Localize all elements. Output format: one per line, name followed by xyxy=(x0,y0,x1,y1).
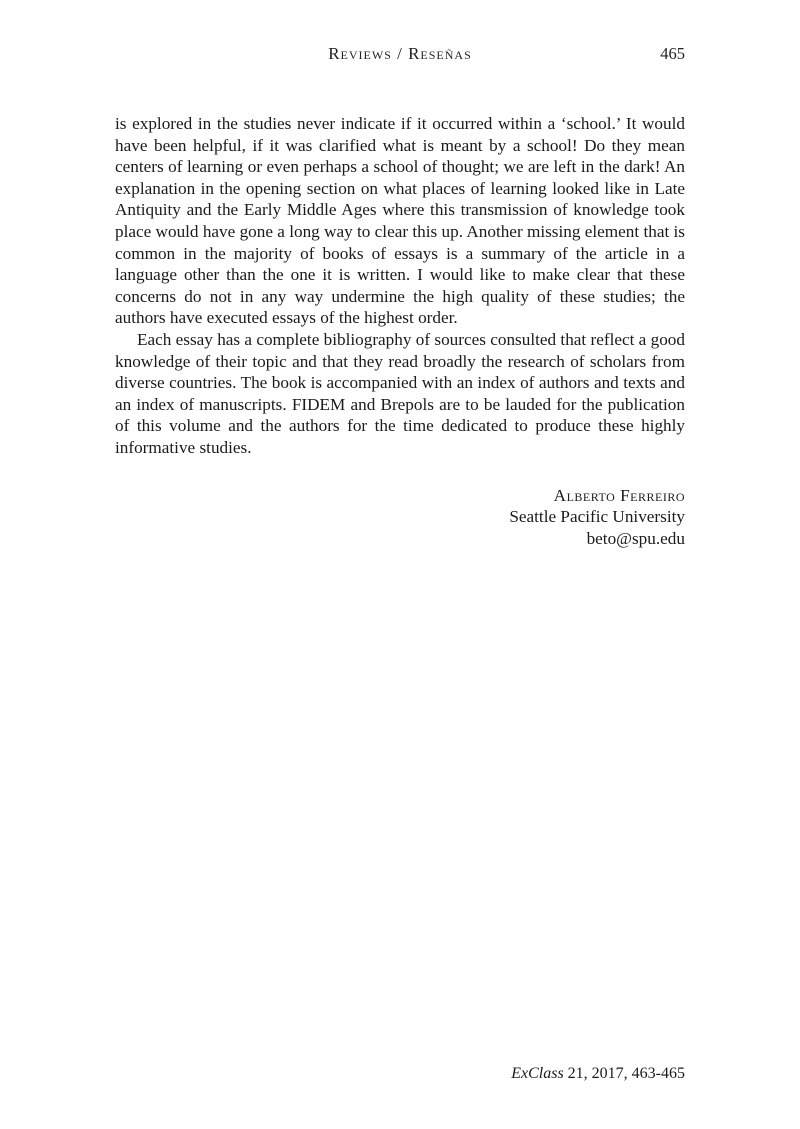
running-head-title: Reviews / Reseñas xyxy=(328,44,472,63)
signature-block xyxy=(115,485,685,550)
reviewer-affiliation: Seattle Pacific University xyxy=(509,507,685,527)
journal-title: ExClass xyxy=(511,1065,564,1082)
reviewer-email: beto@spu.edu xyxy=(586,528,685,548)
citation-detail: 21, 2017, 463-465 xyxy=(563,1065,685,1082)
paragraph-closing: Each essay has a complete bibliography of sources consulted that reflect a good knowledge of their topic and that they read broadly the research of scholars from diverse countries. The book is accompanied with an index of authors and texts and an index of manuscripts. FIDEM and Brepols are to be lauded for the publication of this volume and the authors for the time dedicated to produce these highly informative studies. xyxy=(115,329,685,457)
running-head xyxy=(115,44,685,66)
review-body xyxy=(115,113,685,549)
page-number: 465 xyxy=(660,44,685,63)
footer-citation xyxy=(511,1065,685,1083)
reviewer-name: Alberto Ferreiro xyxy=(553,485,685,505)
paragraph-continuation: is explored in the studies never indicate if it occurred within a ‘school.’ It would have been helpful, if it was clarified what is meant by a school! Do they mean centers of learning or even perhaps a school of thought; we are left in the dark! An explanation in the opening section on what places of learning looked like in Late Antiquity and the Early Middle Ages where this transmission of knowledge took place would have gone a long way to clear this up. Another missing element that is common in the majority of books of essays is a summary of the article in a language other than the one it is written. I would like to make clear that these concerns do not in any way undermine the high quality of these studies; the authors have executed essays of the highest order. xyxy=(115,114,685,328)
